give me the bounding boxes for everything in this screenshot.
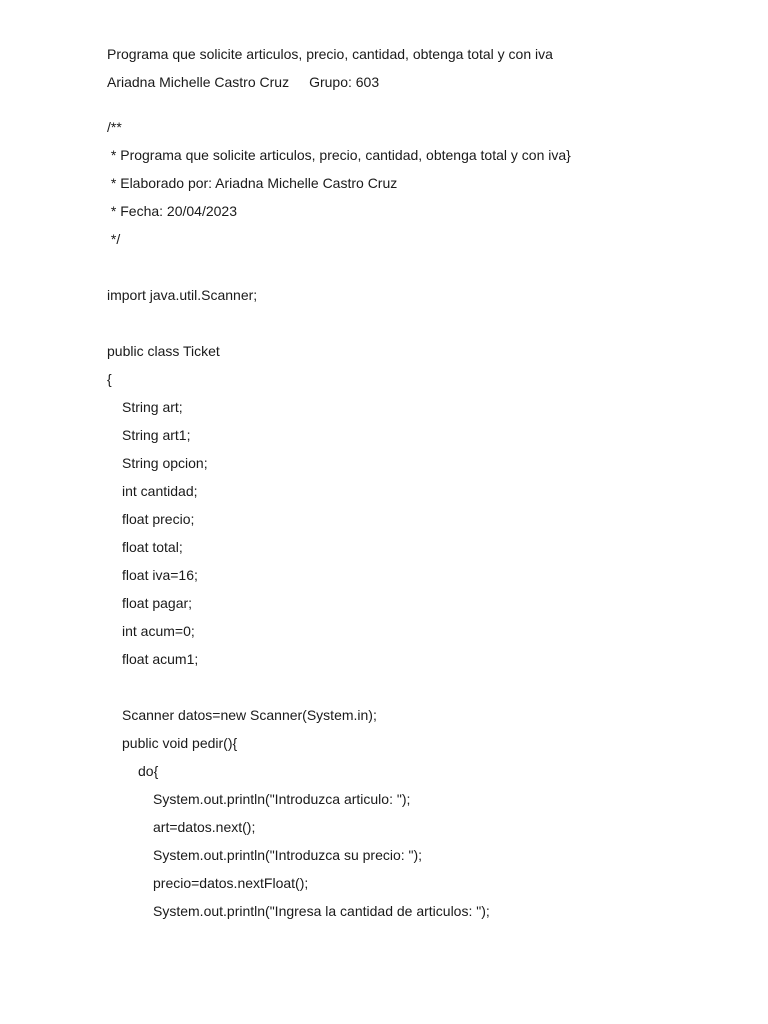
author-line [107,73,379,91]
do-loop-open: do{ [138,763,159,779]
field-declaration: float total; [122,539,183,555]
group-label: Grupo: 603 [309,74,380,90]
comment-line: */ [107,231,121,247]
code-statement: System.out.println("Introduzca su precio: "); [153,847,423,863]
code-statement: System.out.println("Ingresa la cantidad de articulos: "); [153,903,490,919]
code-statement: art=datos.next(); [153,819,256,835]
field-declaration: float pagar; [122,595,193,611]
scanner-declaration: Scanner datos=new Scanner(System.in); [122,707,377,723]
field-declaration: String art1; [122,427,191,443]
field-declaration: float acum1; [122,651,199,667]
method-declaration: public void pedir(){ [122,735,238,751]
field-declaration: int cantidad; [122,483,198,499]
class-open-brace: { [107,371,112,387]
field-declaration: String art; [122,399,183,415]
code-statement: precio=datos.nextFloat(); [153,875,309,891]
document-title: Programa que solicite articulos, precio, cantidad, obtenga total y con iva [107,46,553,62]
import-statement: import java.util.Scanner; [107,287,258,303]
field-declaration: float iva=16; [122,567,198,583]
comment-line: /** [107,119,122,135]
comment-line: * Programa que solicite articulos, precio, cantidad, obtenga total y con iva} [107,147,571,163]
field-declaration: String opcion; [122,455,208,471]
field-declaration: int acum=0; [122,623,195,639]
class-declaration: public class Ticket [107,343,220,359]
comment-line: * Elaborado por: Ariadna Michelle Castro Cruz [107,175,398,191]
author-name: Ariadna Michelle Castro Cruz [107,74,290,90]
field-declaration: float precio; [122,511,195,527]
code-statement: System.out.println("Introduzca articulo: "); [153,791,411,807]
comment-line: * Fecha: 20/04/2023 [107,203,237,219]
